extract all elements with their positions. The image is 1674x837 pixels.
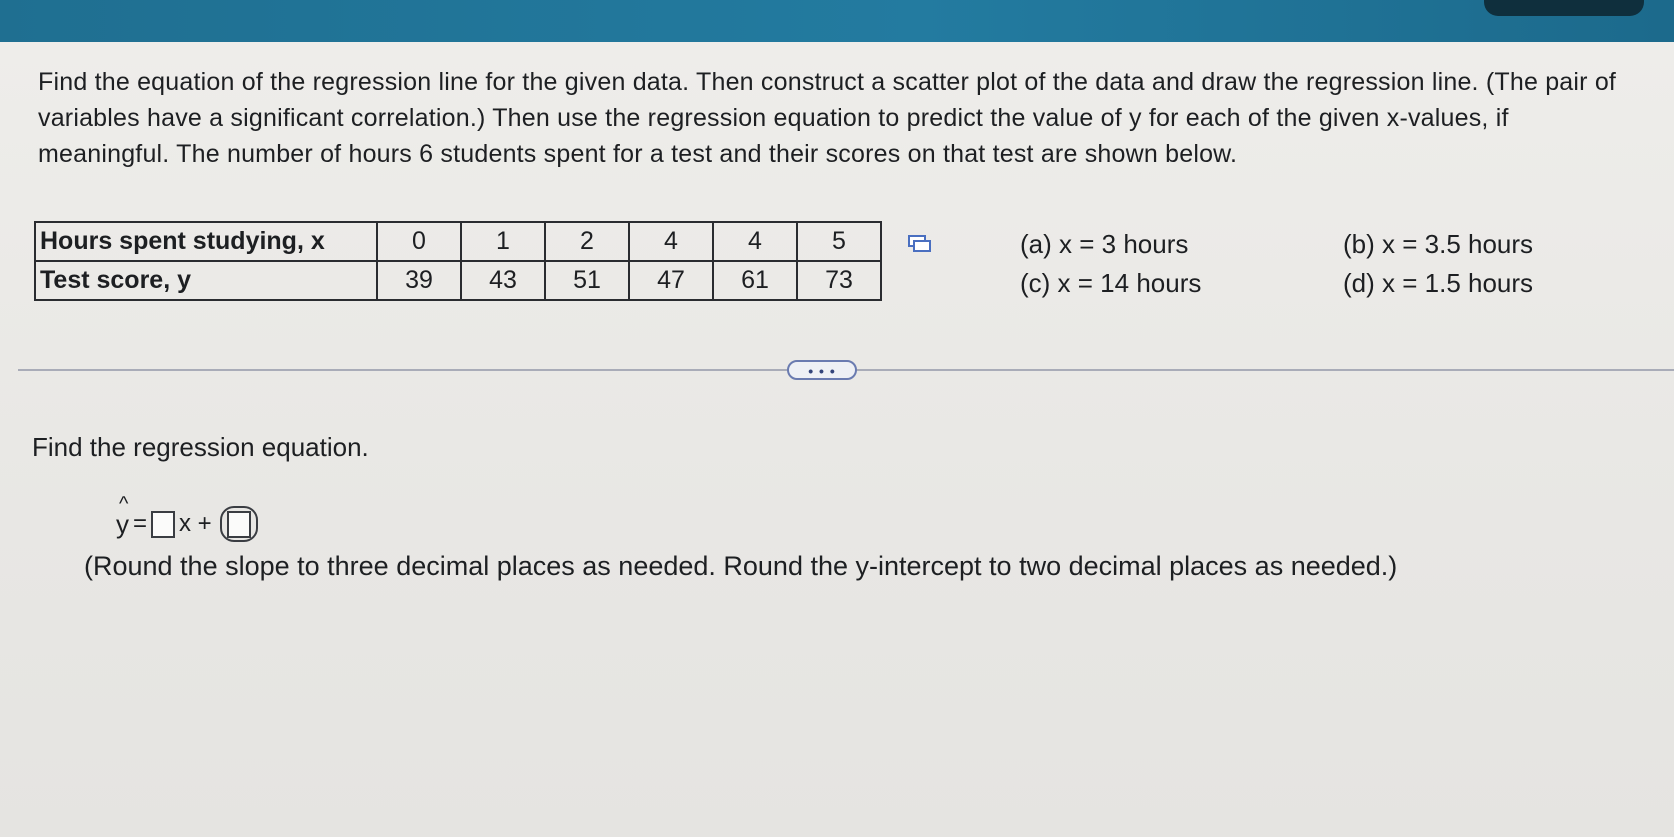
x-cell: 4 xyxy=(713,222,797,261)
y-cell: 61 xyxy=(713,261,797,300)
more-button[interactable]: • • • xyxy=(787,360,857,380)
x-plus-text: x + xyxy=(179,510,212,537)
regression-equation xyxy=(116,492,258,544)
y-hat xyxy=(116,492,129,540)
y-hat-letter: y xyxy=(116,508,129,539)
y-cell: 47 xyxy=(629,261,713,300)
intercept-paren xyxy=(220,506,258,542)
y-cell: 43 xyxy=(461,261,545,300)
x-cell: 2 xyxy=(545,222,629,261)
hat-accent-icon: ^ xyxy=(119,492,129,515)
x-cell: 4 xyxy=(629,222,713,261)
subprompt: Find the regression equation. xyxy=(32,432,369,462)
y-row-label: Test score, y xyxy=(35,261,377,300)
part-c: (c) x = 14 hours xyxy=(1020,268,1202,298)
x-cell: 1 xyxy=(461,222,545,261)
question-text: Find the equation of the regression line for the given data. Then construct a scatter plot of the data and draw the regression line. (The pair of variables have a significant correlation.) Then use the regression equation to predict the value of y for each of the given x-values, if meaningful. The number of hours 6 students spent for a test and their scores on that test are shown below. xyxy=(38,68,1617,168)
y-cell: 51 xyxy=(545,261,629,300)
part-b: (b) x = 3.5 hours xyxy=(1343,229,1534,259)
top-bar-control[interactable] xyxy=(1484,0,1644,16)
y-cell: 39 xyxy=(377,261,461,300)
x-row-label: Hours spent studying, x xyxy=(35,222,377,261)
table-row-y xyxy=(35,261,881,300)
table-row-x xyxy=(35,222,881,261)
copy-data-icon[interactable] xyxy=(908,235,932,253)
y-cell: 73 xyxy=(797,261,881,300)
data-table xyxy=(34,221,882,301)
intercept-input[interactable] xyxy=(227,511,251,538)
x-cell: 5 xyxy=(797,222,881,261)
part-a: (a) x = 3 hours xyxy=(1020,229,1189,259)
rounding-note: (Round the slope to three decimal places as needed. Round the y-intercept to two decimal places as needed.) xyxy=(84,551,1398,581)
x-cell: 0 xyxy=(377,222,461,261)
slope-input[interactable] xyxy=(151,511,175,538)
equals-sign: = xyxy=(133,510,148,537)
top-bar xyxy=(0,0,1674,42)
part-d: (d) x = 1.5 hours xyxy=(1343,268,1534,298)
